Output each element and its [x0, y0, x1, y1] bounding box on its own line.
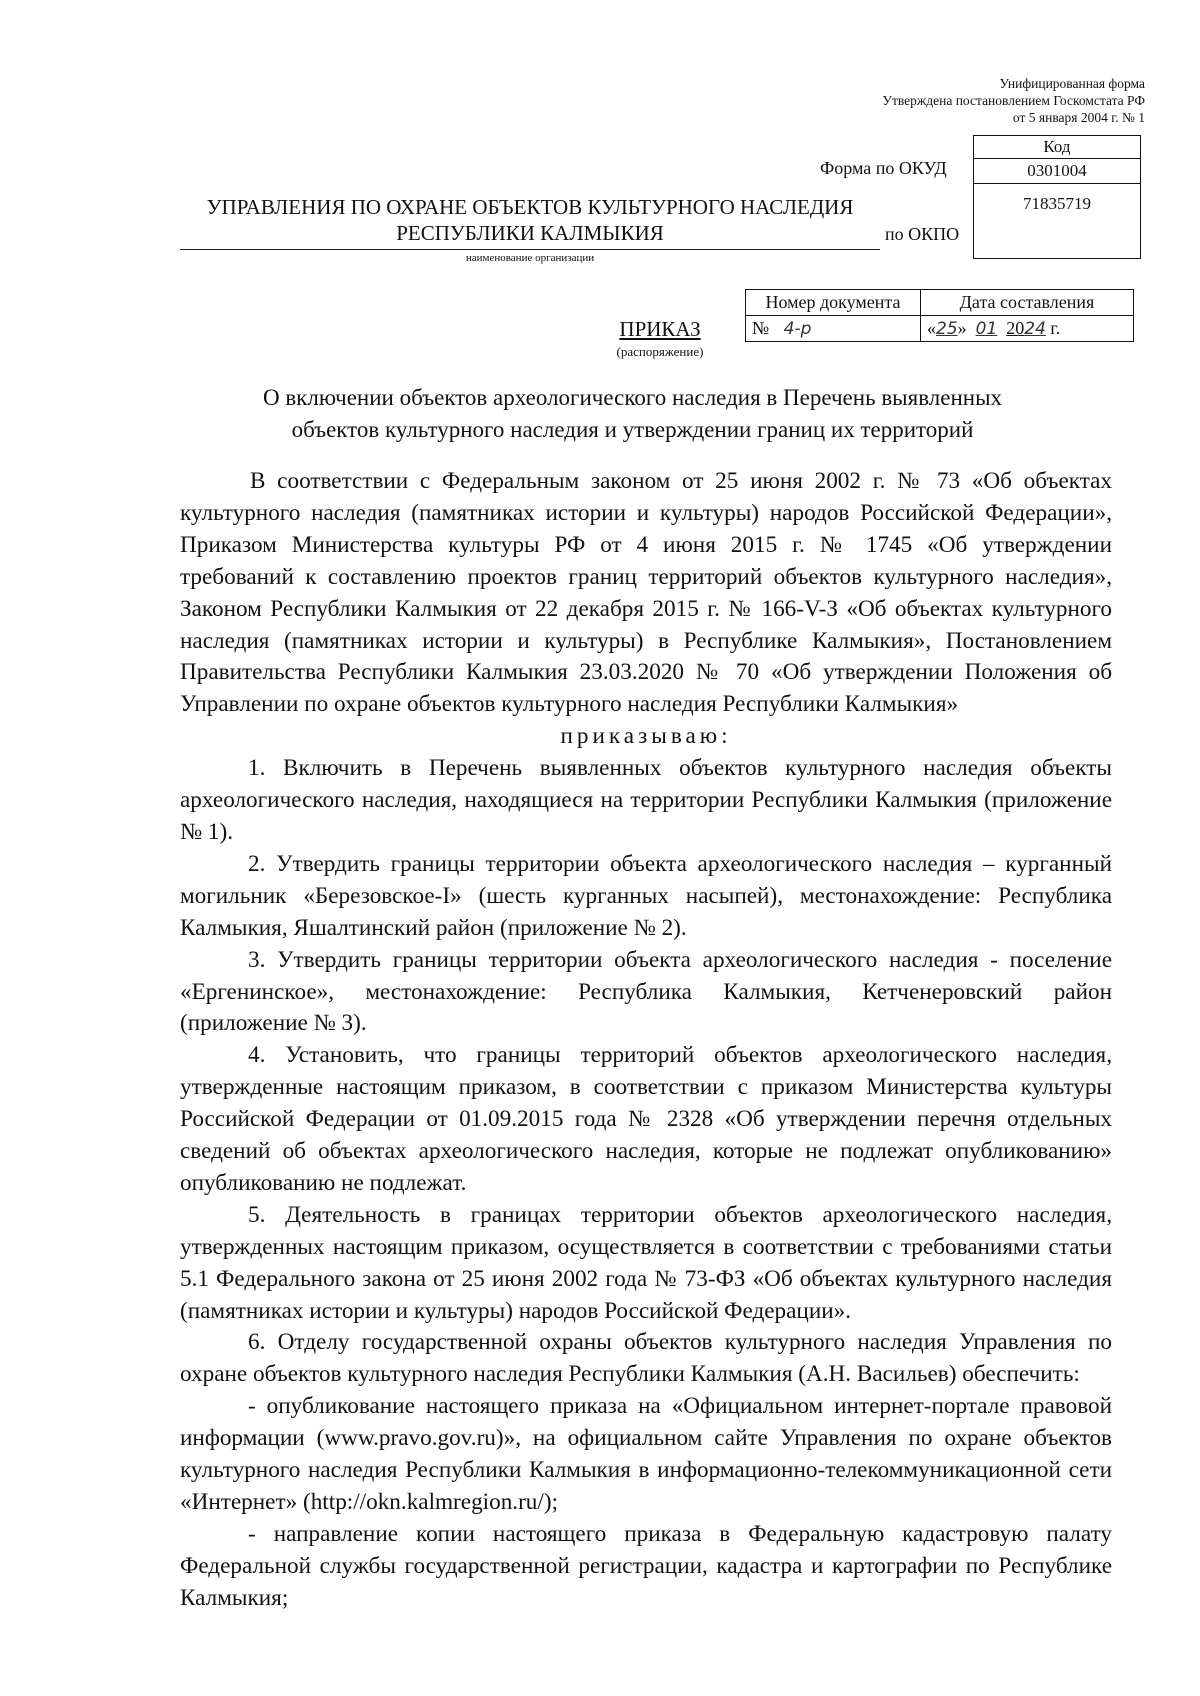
number-prefix: № [752, 318, 770, 338]
decree-word: приказываю: [560, 723, 732, 750]
document-type-subtitle: (распоряжение) [616, 344, 704, 359]
title-line-2: объектов культурного наследия и утверждении границ их территорий [291, 417, 974, 442]
date-header: Дата составления [921, 290, 1134, 316]
document-number: 4-р [783, 319, 812, 339]
code-header: Код [974, 136, 1141, 159]
form-header-line-3: от 5 января 2004 г. № 1 [1012, 110, 1145, 125]
organization-name [180, 194, 880, 246]
organization-caption: наименование организации [465, 252, 595, 264]
document-date-cell: «25» 01 2024 г. [921, 316, 1134, 342]
form-header-line-1: Унифицированная форма [999, 76, 1145, 91]
okpo-label: по ОКПО [885, 224, 960, 244]
document-body [180, 466, 1112, 1615]
okud-value: 0301004 [974, 159, 1141, 184]
document-type: ПРИКАЗ [619, 317, 701, 341]
organization-line-2: РЕСПУБЛИКИ КАЛМЫКИЯ [396, 221, 664, 245]
clause-4: 4. Установить, что границы территорий объектов археологического наследия, утвержденные настоящим приказом, в соответствии с приказом Министерства культуры Российской Федерации от 01.09.2015 года № 2328 «Об утверждении перечня отдельных сведений об объектах археологического наследия, которые не подлежат опубликованию» опубликованию не подлежат. [180, 1042, 1112, 1196]
okud-label: Форма по ОКУД [820, 158, 947, 178]
document-title [180, 382, 1085, 446]
clause-6-bullet-2: - направление копии настоящего приказа в Федеральную кадастровую палату Федеральной службы государственной регистрации, кадастра и картографии по Республике Калмыкия; [180, 1520, 1112, 1611]
form-header-line-2: Утверждена постановлением Госкомстата РФ [882, 93, 1145, 108]
clause-1: 1. Включить в Перечень выявленных объектов культурного наследия объекты археологического наследия, находящиеся на территории Республики Калмыкия (приложение № 1). [180, 755, 1112, 845]
document-info-table [745, 289, 1134, 342]
clause-3: 3. Утвердить границы территории объекта археологического наследия - поселение «Ергенинское», местонахождение: Республика Калмыкия, Кетченеровский район (приложение № 3). [180, 946, 1112, 1037]
code-table [973, 135, 1141, 259]
number-header: Номер документа [746, 290, 921, 316]
organization-underline [180, 249, 880, 250]
date-year-prefix: 20 [1006, 318, 1025, 338]
organization-line-1: УПРАВЛЕНИЯ ПО ОХРАНЕ ОБЪЕКТОВ КУЛЬТУРНОГО НАСЛЕДИЯ [206, 195, 854, 219]
clause-5: 5. Деятельность в границах территории объектов археологического наследия, утвержденных настоящим приказом, осуществляется в соответствии с требованиями статьи 5.1 Федерального закона от 25 июня 2002 года № 73-ФЗ «Об объектах культурного наследия (памятниках истории и культуры) народов Российской Федерации». [180, 1201, 1112, 1324]
clause-6-bullet-1: - опубликование настоящего приказа на «Официальном интернет-портале правовой информации (www.pravo.gov.ru)», на официальном сайте Управления по охране объектов культурного наследия Республики Калмыкия в информационно-телекоммуникационной сети «Интернет» (http://okn.kalmregion.ru/); [180, 1393, 1112, 1515]
form-header [765, 75, 1145, 126]
clause-6: 6. Отделу государственной охраны объектов культурного наследия Управления по охране объектов культурного наследия Республики Калмыкия (А.Н. Васильев) обеспечить: [180, 1329, 1112, 1388]
title-line-1: О включении объектов археологического наследия в Перечень выявленных [262, 385, 1003, 410]
clause-2: 2. Утвердить границы территории объекта археологического наследия – курганный могильник «Березовское-I» (шесть курганных насыпей), местонахождение: Республика Калмыкия, Яшалтинский район (приложение № 2). [180, 850, 1112, 941]
date-year-suffix: 24 [1024, 319, 1046, 339]
date-year-unit: г. [1050, 318, 1061, 338]
document-number-cell [746, 316, 921, 342]
preamble-paragraph: В соответствии с Федеральным законом от 25 июня 2002 г. № 73 «Об объектах культурного наследия (памятниках истории и культуры) народов Российской Федерации», Приказом Министерства культуры РФ от 4 июня 2015 г. № 1745 «Об утверждении требований к составлению проектов границ территорий объектов культурного наследия», Законом Республики Калмыкия от 22 декабря 2015 г. № 166-V-З «Об объектах культурного наследия (памятниках истории и культуры) в Республике Калмыкия», Постановлением Правительства Республики Калмыкия 23.03.2020 № 70 «Об утверждении Положения об Управлении по охране объектов культурного наследия Республики Калмыкия» [180, 468, 1112, 718]
date-month: 01 [975, 319, 998, 339]
date-day: 25 [936, 319, 958, 339]
okpo-value: 71835719 [974, 184, 1141, 259]
